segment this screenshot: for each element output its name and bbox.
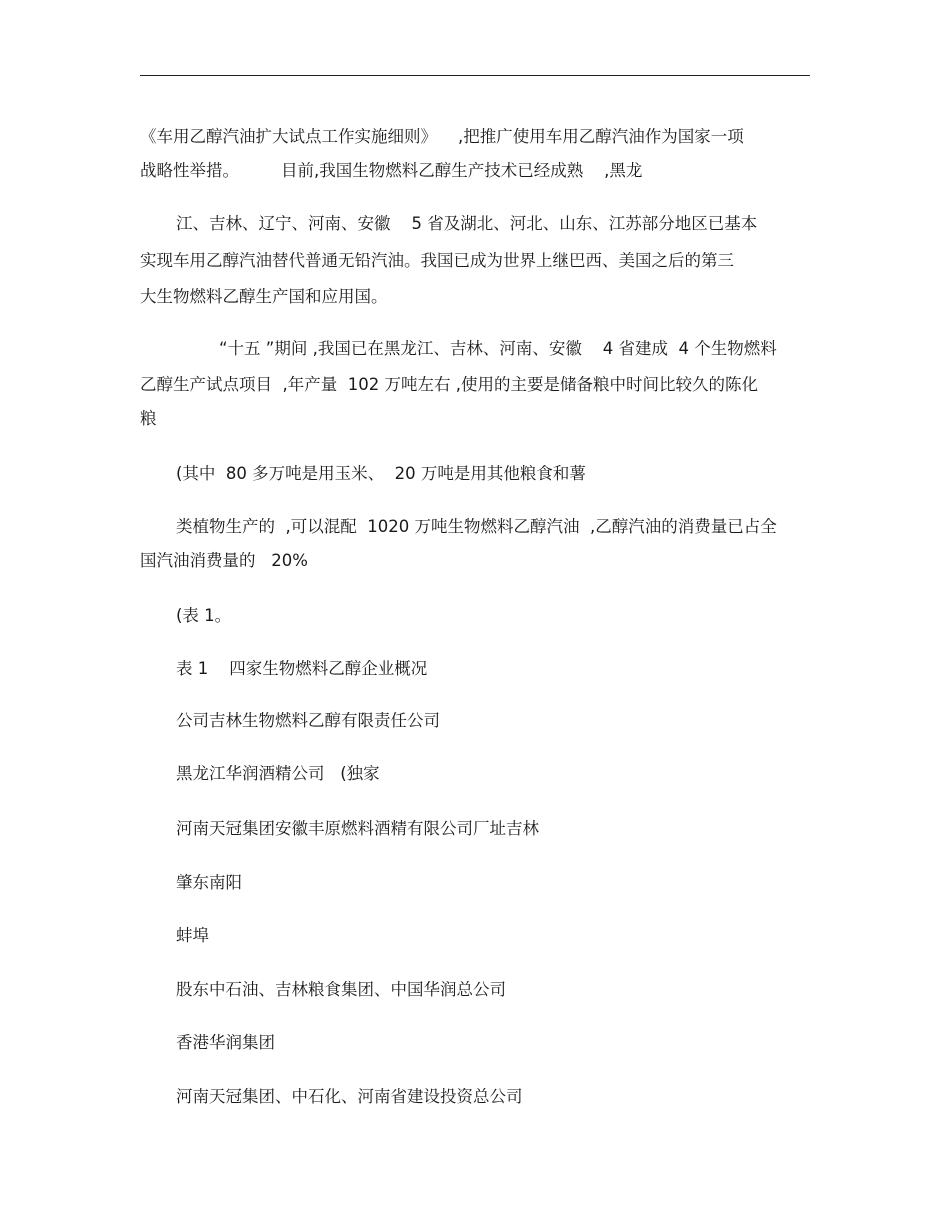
header-rule <box>140 75 810 76</box>
text-line: 乙醇生产试点项目 ,年产量 102 万吨左右 ,使用的主要是储备粮中时间比较久的陈化 <box>140 375 758 394</box>
table-row: 香港华润集团 <box>176 1033 275 1052</box>
text-line: 国汽油消费量的 20% <box>140 551 308 570</box>
text-line: 江、吉林、辽宁、河南、安徽 5 省及湖北、河北、山东、江苏部分地区已基本 <box>176 214 758 233</box>
text-line: 实现车用乙醇汽油替代普通无铅汽油。我国已成为世界上继巴西、美国之后的第三 <box>140 251 734 270</box>
table-row: 河南天冠集团、中石化、河南省建设投资总公司 <box>176 1087 523 1106</box>
table-caption: 表 1 四家生物燃料乙醇企业概况 <box>176 659 428 678</box>
text-line: 类植物生产的 ,可以混配 1020 万吨生物燃料乙醇汽油 ,乙醇汽油的消费量已占全 <box>176 517 777 536</box>
text-line: 《车用乙醇汽油扩大试点工作实施细则》 ,把推广使用车用乙醇汽油作为国家一项 <box>140 127 744 146</box>
text-line: 战略性举措。 目前,我国生物燃料乙醇生产技术已经成熟 ,黑龙 <box>140 161 643 180</box>
text-line: 粮 <box>140 409 157 428</box>
table-row: 肇东南阳 <box>176 873 242 892</box>
table-row: 股东中石油、吉林粮食集团、中国华润总公司 <box>176 980 506 999</box>
table-row: 黑龙江华润酒精公司 (独家 <box>176 764 380 783</box>
table-row: 公司吉林生物燃料乙醇有限责任公司 <box>176 711 440 730</box>
text-line: “十五 ”期间 ,我国已在黑龙江、吉林、河南、安徽 4 省建成 4 个生物燃料 <box>219 339 777 358</box>
table-row: 蚌埠 <box>176 926 209 945</box>
text-line: (其中 80 多万吨是用玉米、 20 万吨是用其他粮食和薯 <box>176 464 586 483</box>
text-line: 大生物燃料乙醇生产国和应用国。 <box>140 287 388 306</box>
text-line: (表 1。 <box>176 606 232 625</box>
table-row: 河南天冠集团安徽丰原燃料酒精有限公司厂址吉林 <box>176 819 539 838</box>
